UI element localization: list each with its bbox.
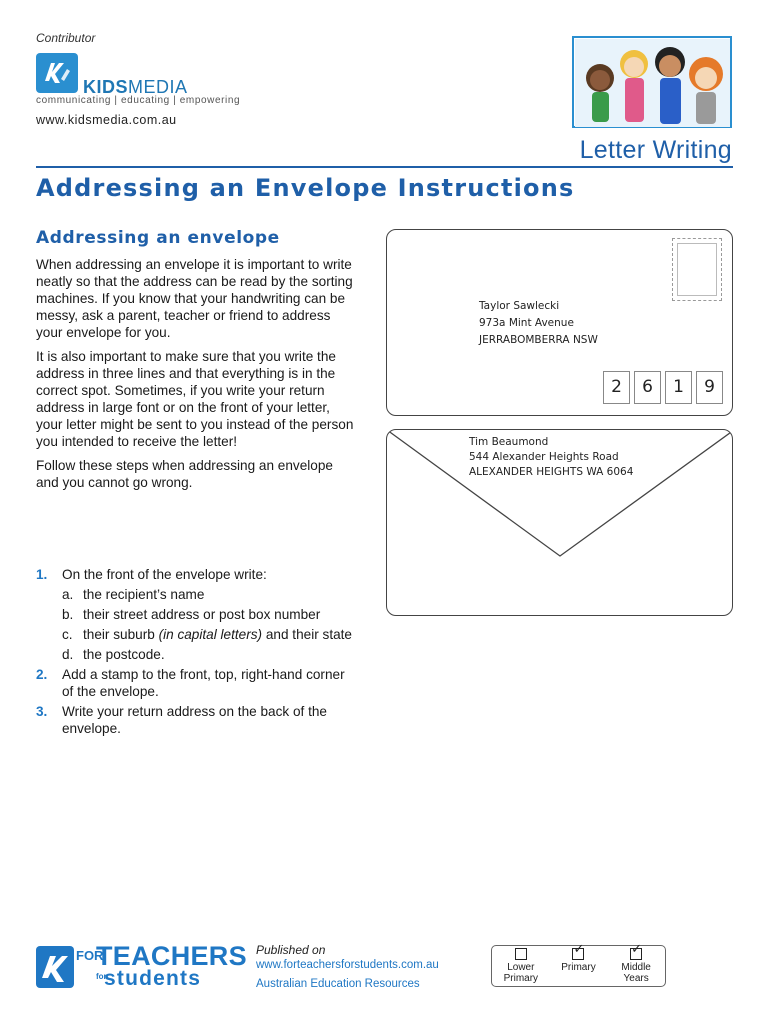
published-info [256,943,439,992]
sub-text: the recipient’s name [83,587,205,602]
sub-letter: c. [62,627,73,642]
brand-kids: KIDS [83,77,129,97]
step-text: On the front of the envelope write: [62,567,267,582]
contributor-label: Contributor [36,31,96,45]
step-item [36,666,356,700]
postcode-digit: 2 [603,371,630,404]
level-lower-primary [493,948,548,986]
postcode-boxes [603,371,723,404]
level-label: Primary [561,962,596,973]
sub-text-emphasis: (in capital letters) [158,627,263,642]
recipient-street: 973a Mint Avenue [479,317,574,329]
recipient-name: Taylor Sawlecki [479,300,560,312]
logo-for-small: for [96,972,107,981]
paragraph: When addressing an envelope it is important to write neatly so that the address can be read by the sorting machines. If you know that your handwriting can be messy, ask a parent, teacher or friend to address your envelope for you. [36,257,353,340]
published-description: Australian Education Resources [256,978,420,990]
envelope-front [386,229,733,416]
page-title: Addressing an Envelope Instructions [36,174,575,202]
sub-text: the postcode. [83,647,165,662]
sub-text-pre: their suburb [83,627,159,642]
lower-primary-checkbox [515,948,527,960]
level-middle-years [609,948,664,986]
sender-suburb-state-postcode: ALEXANDER HEIGHTS WA 6064 [469,466,634,478]
paragraph: Follow these steps when addressing an envelope and you cannot go wrong. [36,458,333,490]
sub-item [62,626,356,643]
subject-title: Letter Writing [579,136,732,164]
logo-for: FOR [76,948,104,963]
forteachers-logo [36,941,247,994]
kids-cartoon-icon [572,36,732,128]
step-item [36,566,356,583]
sub-letter: a. [62,587,74,602]
level-primary [551,948,606,986]
logo-students: students [104,967,202,990]
forteachers-logo-icon [36,944,76,990]
envelope-back [386,429,733,616]
sub-text: their street address or post box number [83,607,321,622]
sender-name: Tim Beaumond [469,436,549,448]
sub-item [62,606,356,623]
step-number: 2. [36,667,48,682]
sub-item [62,646,356,663]
recipient-address [479,298,598,349]
middle-years-checkbox [630,948,642,960]
step-text: Write your return address on the back of the envelope. [62,704,327,736]
intro-text [36,256,356,498]
kidsmedia-logo-mark [36,53,78,93]
steps-list [36,566,356,740]
postcode-digit: 1 [665,371,692,404]
sub-list [36,586,356,663]
return-address [469,435,633,480]
level-label: Lower Primary [503,962,539,984]
year-levels [491,945,666,987]
step-number: 3. [36,704,48,719]
postcode-digit: 9 [696,371,723,404]
published-url[interactable]: www.forteachersforstudents.com.au [256,959,439,971]
kidsmedia-logo [36,53,296,113]
primary-checkbox [572,948,584,960]
level-label: Middle Years [621,962,651,984]
published-label: Published on [256,943,326,957]
sub-letter: b. [62,607,74,622]
brand-media: MEDIA [128,77,188,97]
recipient-suburb-state: JERRABOMBERRA NSW [479,334,598,346]
postcode-digit: 6 [634,371,661,404]
paragraph: It is also important to make sure that you write the address in three lines and that everything is in the correct spot. Sometimes, if you write your return address in large font or on the front of your letter, your letter might be sent to you instead of the person you intended to receive the letter! [36,349,354,449]
kidsmedia-tagline: communicating | educating | empowering [36,95,241,106]
step-number: 1. [36,567,48,582]
section-heading: Addressing an envelope [36,228,280,248]
sub-text-post: and their state [262,627,352,642]
kidsmedia-icon [41,59,73,87]
step-text: Add a stamp to the front, top, right-hand corner of the envelope. [62,667,345,699]
kidsmedia-website: www.kidsmedia.com.au [36,113,177,127]
sub-letter: d. [62,647,74,662]
kids-illustration [572,36,732,128]
sender-street: 544 Alexander Heights Road [469,451,619,463]
header-rule [36,166,733,168]
sub-item [62,586,356,603]
stamp-inner [677,243,717,296]
step-item [36,703,356,737]
logo-teachers: TEACHERS [96,941,247,971]
stamp [672,238,722,301]
